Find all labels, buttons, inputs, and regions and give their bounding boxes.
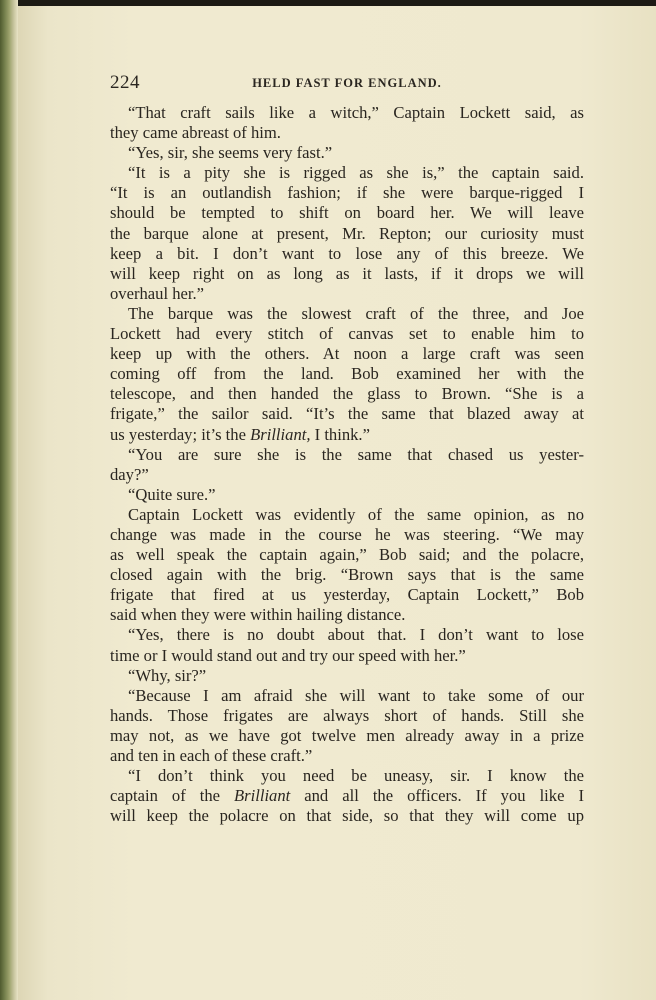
text-line <box>110 465 584 485</box>
page-number: 224 <box>110 72 140 93</box>
text-span: time or I would stand out and try our speed with her.” <box>110 645 466 665</box>
text-span: day?” <box>110 464 149 484</box>
text-line <box>110 565 584 585</box>
text-line <box>110 324 584 344</box>
text-span: captain of the <box>110 786 235 806</box>
text-span: change was made in the course he was steering. “We may <box>110 524 584 544</box>
text-span: The barque was the slowest craft of the three, and Joe <box>128 303 584 323</box>
text-span: telescope, and then handed the glass to Brown. “She is a <box>110 384 584 404</box>
text-line <box>110 766 584 786</box>
text-line <box>110 404 584 424</box>
text-line <box>110 646 584 666</box>
text-span: and all the officers. If you like I <box>290 786 584 806</box>
text-line <box>110 103 584 123</box>
text-line <box>110 163 584 183</box>
text-span: closed again with the brig. “Brown says that is the same <box>110 565 584 585</box>
text-span: “Because I am afraid she will want to take some of our <box>128 685 584 705</box>
text-line <box>110 304 584 324</box>
text-span: and ten in each of these craft.” <box>110 746 313 765</box>
text-line <box>110 224 584 244</box>
text-span: keep a bit. I don’t want to lose any of this breeze. We <box>110 243 584 263</box>
text-span: Lockett had every stitch of canvas set to enable him to <box>110 324 584 344</box>
text-line <box>110 284 584 304</box>
body-text <box>110 103 584 826</box>
text-line <box>110 605 584 625</box>
text-line <box>110 726 584 746</box>
text-span: “That craft sails like a witch,” Captain Lockett said, as <box>128 103 584 122</box>
text-line <box>110 666 584 686</box>
text-span: will keep right on as long as it lasts, if it drops we will <box>110 263 584 283</box>
italic-ship-name: Brilliant, <box>250 424 311 444</box>
text-span: “I don’t think you need be uneasy, sir. I know the <box>128 766 584 786</box>
text-span: “Yes, sir, she seems very fast.” <box>128 143 333 163</box>
italic-ship-name: Brilliant <box>234 786 291 806</box>
text-span: hands. Those frigates are always short of hands. Still she <box>110 705 584 725</box>
text-span: “Yes, there is no doubt about that. I don’t want to lose <box>128 625 584 645</box>
text-line <box>110 384 584 404</box>
text-span: “It is a pity she is rigged as she is,” the captain said. <box>128 163 584 183</box>
text-span: “Why, sir?” <box>128 665 207 685</box>
text-line <box>110 123 584 143</box>
text-span: they came abreast of him. <box>110 123 281 143</box>
text-span: frigate that fired at us yesterday, Captain Lockett,” Bob <box>110 585 584 605</box>
text-line <box>110 505 584 525</box>
text-span: “It is an outlandish fashion; if she were barque-rigged I <box>110 183 584 203</box>
text-line <box>110 625 584 645</box>
text-line <box>110 244 584 264</box>
text-span: Captain Lockett was evidently of the same opinion, as no <box>128 504 584 524</box>
text-span: as well speak the captain again,” Bob said; and the polacre, <box>110 545 584 565</box>
text-span: will keep the polacre on that side, so that they will come up <box>110 806 584 826</box>
text-span: the barque alone at present, Mr. Repton; our curiosity must <box>110 223 584 243</box>
text-span: I think.” <box>310 424 370 444</box>
text-line <box>110 344 584 364</box>
text-line <box>110 425 584 445</box>
text-span: should be tempted to shift on board her. We will leave <box>110 203 584 223</box>
text-span: overhaul her.” <box>110 283 204 303</box>
text-span: may not, as we have got twelve men already away in a prize <box>110 725 584 745</box>
text-line <box>110 485 584 505</box>
text-span: coming off from the land. Bob examined her with the <box>110 364 584 384</box>
text-line <box>110 706 584 726</box>
text-line <box>110 445 584 465</box>
page-header <box>110 72 584 96</box>
running-head: HELD FAST FOR ENGLAND. <box>252 76 442 90</box>
text-span: “Quite sure.” <box>128 484 216 504</box>
text-span: “You are sure she is the same that chased us yester- <box>128 444 584 464</box>
text-line <box>110 686 584 706</box>
text-line <box>110 585 584 605</box>
text-line <box>110 364 584 384</box>
text-line <box>110 203 584 223</box>
text-span: keep up with the others. At noon a large craft was seen <box>110 344 584 364</box>
text-span: said when they were within hailing distance. <box>110 605 406 625</box>
text-line <box>110 545 584 565</box>
text-line <box>110 264 584 284</box>
text-line <box>110 806 584 826</box>
text-span: us yesterday; it’s the <box>110 424 251 444</box>
text-span: frigate,” the sailor said. “It’s the same that blazed away at <box>110 404 584 424</box>
book-binding <box>0 0 18 1000</box>
text-line <box>110 746 584 766</box>
text-line <box>110 183 584 203</box>
text-line <box>110 525 584 545</box>
text-line <box>110 143 584 163</box>
text-line <box>110 786 584 806</box>
